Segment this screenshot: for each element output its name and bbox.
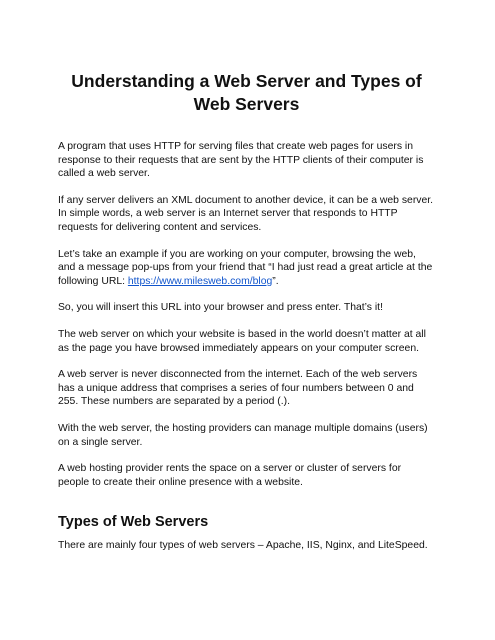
- paragraph-definition: A program that uses HTTP for serving files that create web pages for users in response to their requests that are sent by the HTTP clients of their computer is called a web server.: [58, 141, 424, 180]
- paragraph-domains: With the web server, the hosting providers can manage multiple domains (users) on a single server.: [58, 422, 428, 448]
- paragraph-address: A web server is never disconnected from the internet. Each of the web servers has a unique address that comprises a series of four numbers between 0 and 255. These numbers are separated by a period (.).: [58, 369, 418, 408]
- example-text-after-link: ”.: [272, 275, 279, 287]
- paragraph-types: There are mainly four types of web servers – Apache, IIS, Nginx, and LiteSpeed.: [58, 540, 428, 552]
- paragraph-xml: If any server delivers an XML document to another device, it can be a web server. In simple words, a web server is an Internet server that responds to HTTP requests for delivering content and services.: [58, 194, 434, 233]
- paragraph-hosting-provider: A web hosting provider rents the space on a server or cluster of servers for people to create their online presence with a website.: [58, 463, 402, 488]
- document-title: Understanding a Web Server and Types of Web Servers: [71, 71, 422, 114]
- paragraph-example: [58, 248, 435, 289]
- paragraph-insert-url: So, you will insert this URL into your browser and press enter. That’s it!: [58, 302, 383, 314]
- paragraph-location: The web server on which your website is based in the world doesn’t matter at all as the page you have browsed immediately appears on your computer screen.: [58, 328, 426, 354]
- blog-url-link[interactable]: https://www.milesweb.com/blog: [127, 275, 273, 287]
- example-text-before-link: Let’s take an example if you are working on your computer, browsing the web, and a message pop-ups from your friend that “I had just read a great article at the following URL:: [58, 248, 433, 287]
- section-heading-types: Types of Web Servers: [58, 514, 209, 531]
